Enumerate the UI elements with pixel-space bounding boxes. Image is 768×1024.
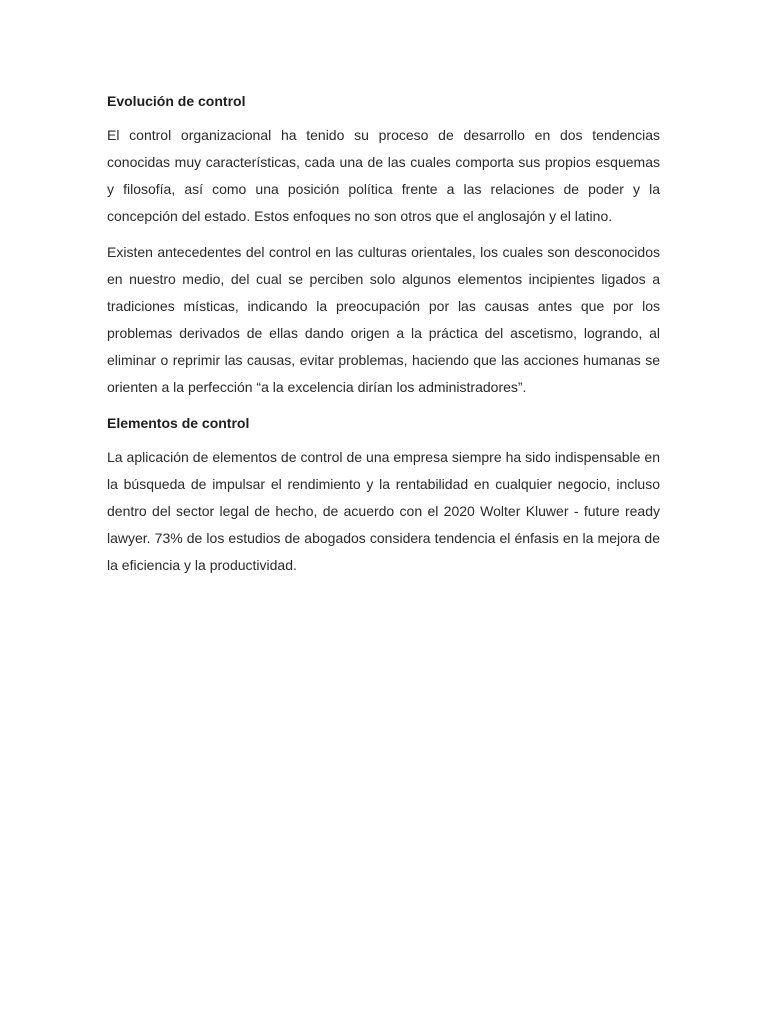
- paragraph: La aplicación de elementos de control de una empresa siempre ha sido indispensable en la búsqueda de impulsar el rendimiento y la rentabilidad en cualquier negocio, incluso dentro del sector legal de hecho, de acuerdo con el 2020 Wolter Kluwer - future ready lawyer. 73% de los estudios de abogados considera tendencia el énfasis en la mejora de la eficiencia y la productividad.: [107, 449, 660, 573]
- paragraph: Existen antecedentes del control en las culturas orientales, los cuales son desconocidos en nuestro medio, del cual se perciben solo algunos elementos incipientes ligados a tradiciones místicas, indicando la preocupación por las causas antes que por los problemas derivados de ellas dando origen a la práctica del ascetismo, logrando, al eliminar o reprimir las causas, evitar problemas, haciendo que las acciones humanas se orienten a la perfección “a la excelencia dirían los administradores”.: [107, 244, 660, 395]
- section-heading-elementos: Elementos de control: [107, 415, 250, 431]
- section-heading-evolucion: Evolución de control: [107, 93, 246, 109]
- document-page: [107, 88, 660, 588]
- paragraph: El control organizacional ha tenido su proceso de desarrollo en dos tendencias conocidas muy características, cada una de las cuales comporta sus propios esquemas y filosofía, así como una posición política frente a las relaciones de poder y la concepción del estado. Estos enfoques no son otros que el anglosajón y el latino.: [107, 127, 660, 224]
